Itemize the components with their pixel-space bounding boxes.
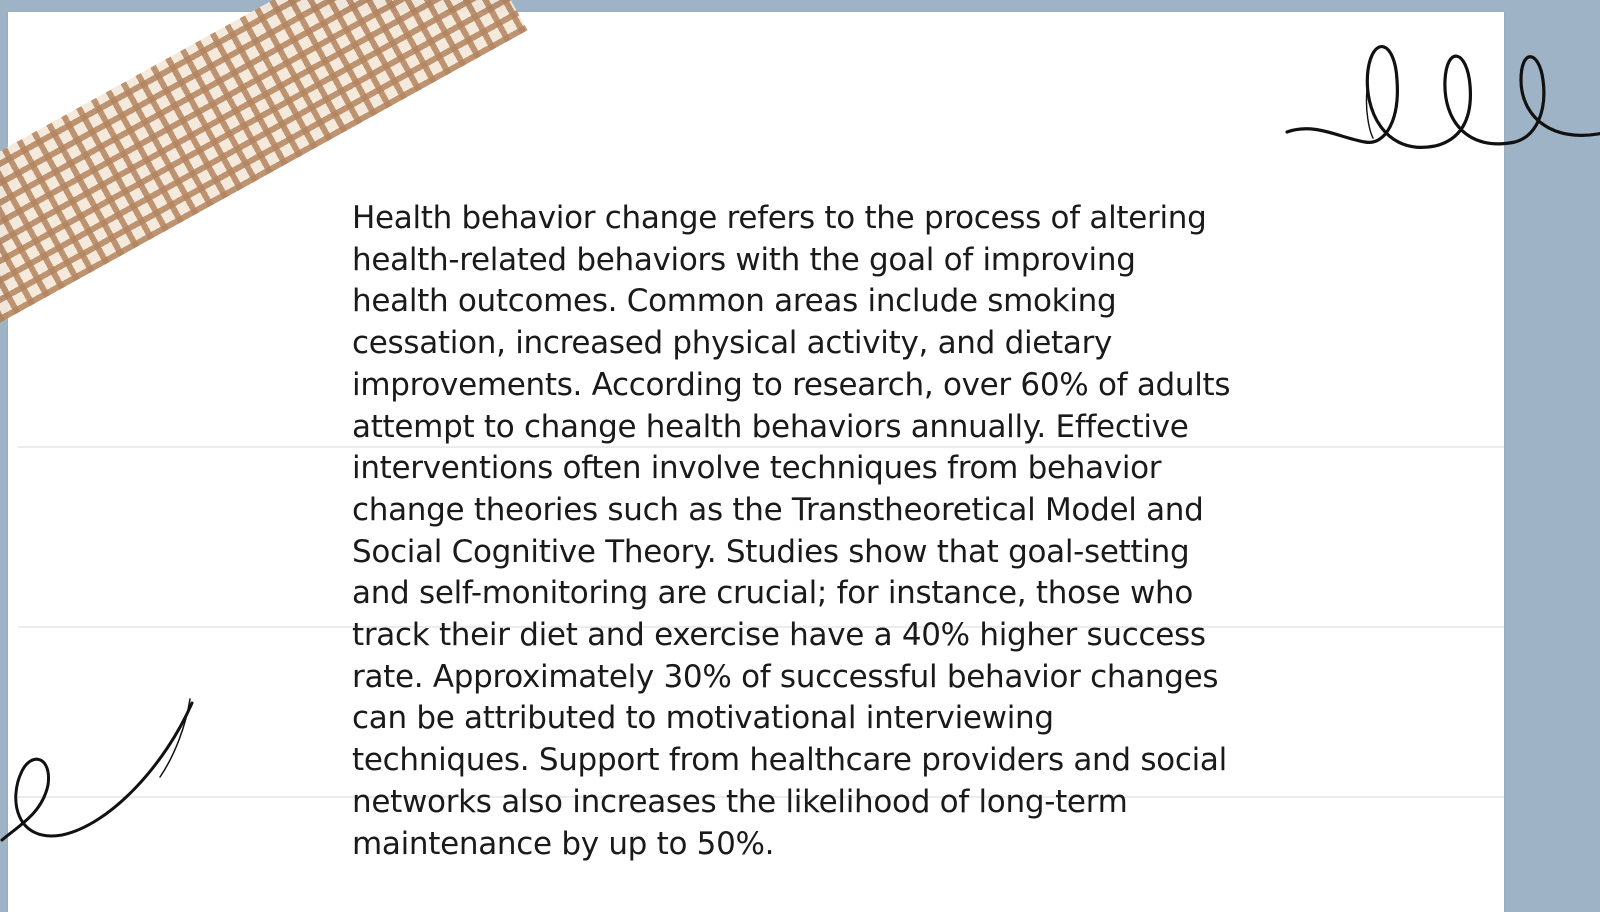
loop-squiggle-icon (1285, 30, 1600, 170)
body-paragraph: Health behavior change refers to the process of altering health-related behaviors with the goal of improving health outcomes. Common areas include smoking cessation, increased physical activity, and dietary improvements. According to research, over 60% of adults attempt to change health behaviors annually. Effective interventions often involve techniques from behavior change theories such as the Transtheoretical Model and Social Cognitive Theory. Studies show that goal-setting and self-monitoring are crucial; for instance, those who track their diet and exercise have a 40% higher success rate. Approximately 30% of successful behavior changes can be attributed to motivational interviewing techniques. Support from healthcare providers and social networks also increases the likelihood of long-term maintenance by up to 50%. (352, 200, 1231, 862)
loop-squiggle-icon (0, 695, 200, 855)
